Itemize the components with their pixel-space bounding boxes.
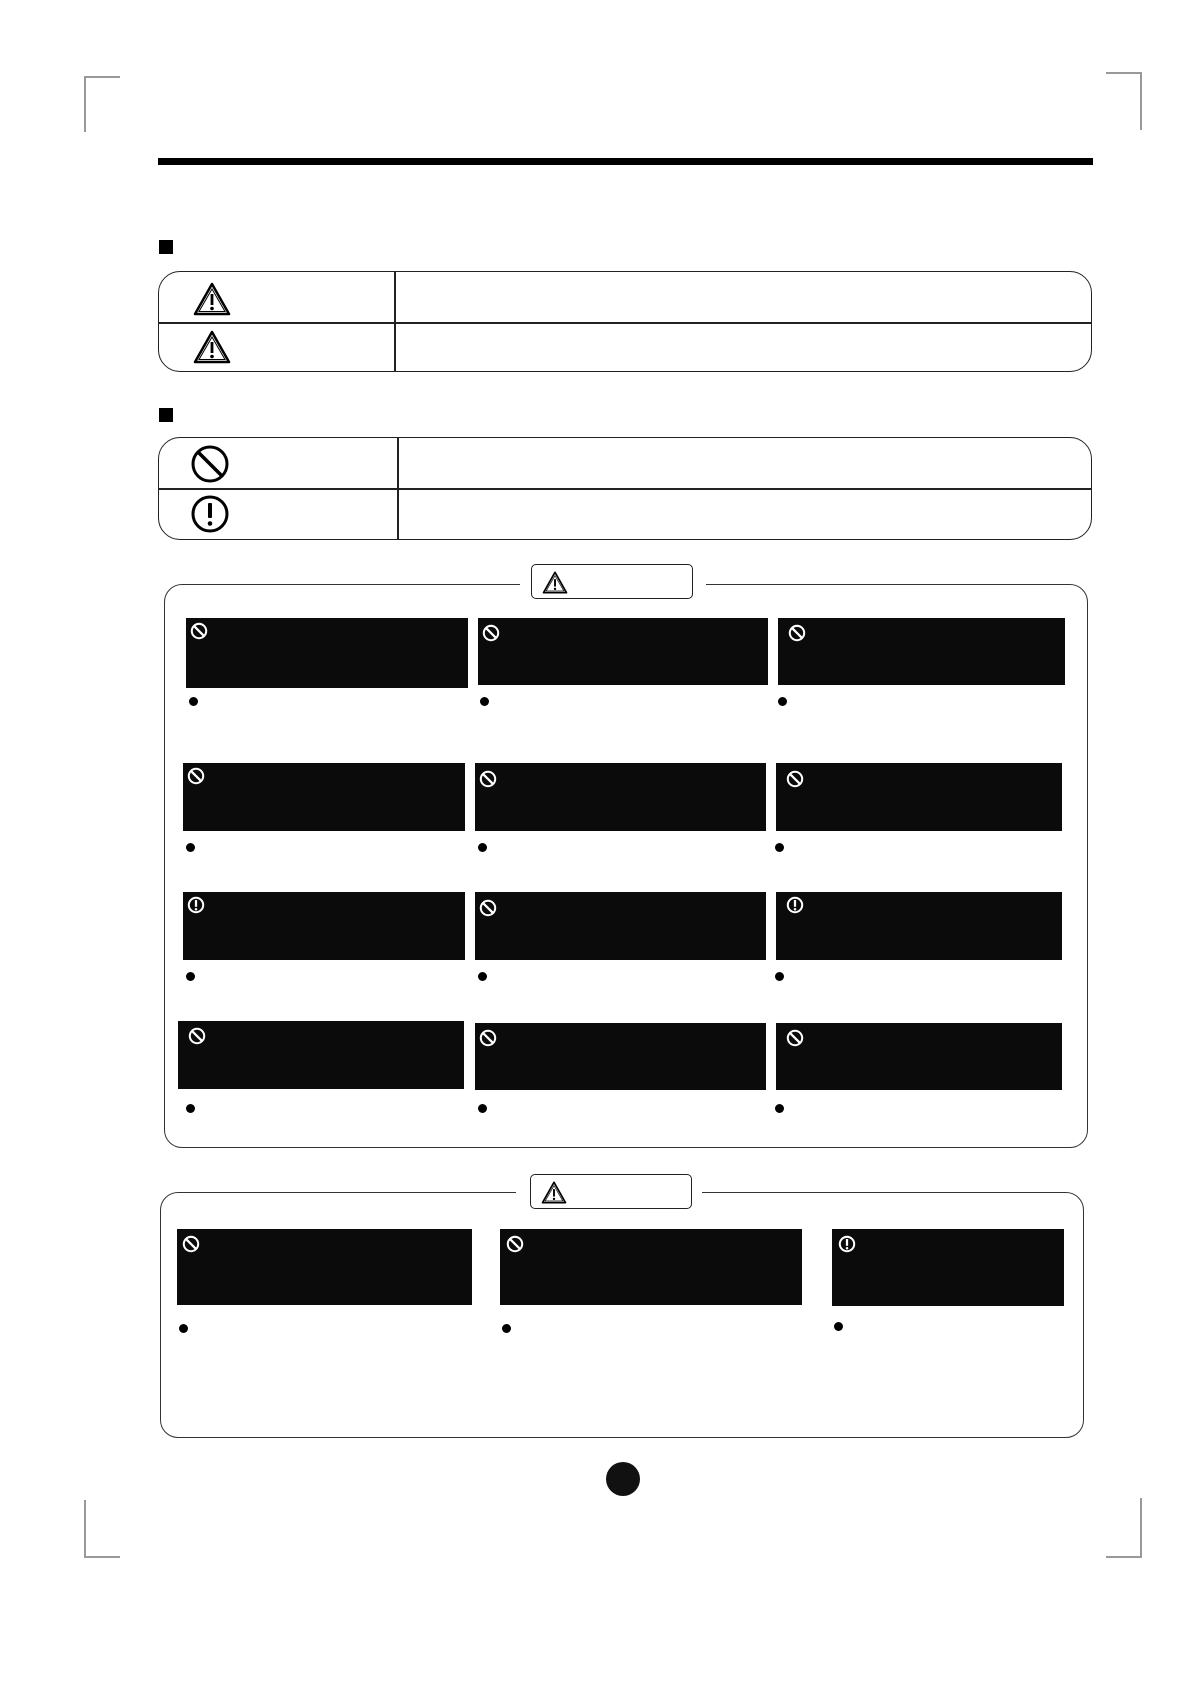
bullet-dot xyxy=(186,972,195,981)
title-rule xyxy=(158,158,1093,165)
caution-card xyxy=(832,1229,1064,1306)
section-bullet-square xyxy=(159,408,173,422)
prohibition-icon xyxy=(190,444,230,489)
crop-mark-top-right-h xyxy=(1106,72,1142,74)
bullet-dot xyxy=(186,1104,195,1113)
bullet-dot xyxy=(480,697,489,706)
crop-mark-top-left-v xyxy=(84,76,86,132)
legend-divider xyxy=(159,322,1091,324)
bullet-dot xyxy=(478,972,487,981)
crop-mark-bottom-right-v xyxy=(1140,1498,1142,1556)
warning-card xyxy=(475,892,766,960)
warning-card xyxy=(475,1023,766,1090)
bullet-dot xyxy=(778,697,787,706)
warning-tag xyxy=(531,564,693,599)
bullet-dot xyxy=(478,1104,487,1113)
warning-triangle-icon xyxy=(193,282,231,321)
bullet-dot xyxy=(775,1104,784,1113)
bullet-dot xyxy=(186,843,195,852)
crop-mark-top-left-h xyxy=(84,76,120,78)
legend-divider xyxy=(394,272,396,371)
symbol-legend xyxy=(158,437,1092,540)
prohibition-icon xyxy=(482,624,500,642)
warning-card xyxy=(178,1021,464,1089)
mandatory-exclamation-icon xyxy=(838,1235,856,1253)
crop-mark-top-right-v xyxy=(1140,72,1142,130)
warning-card xyxy=(776,763,1062,831)
bullet-dot xyxy=(775,843,784,852)
bullet-dot xyxy=(189,697,198,706)
warning-card xyxy=(183,763,465,831)
prohibition-icon xyxy=(786,770,804,788)
prohibition-icon xyxy=(479,899,497,917)
prohibition-icon xyxy=(187,767,205,785)
warning-triangle-icon xyxy=(541,1181,567,1204)
prohibition-icon xyxy=(506,1235,524,1253)
warning-card xyxy=(475,763,766,831)
section-bullet-square xyxy=(159,240,173,254)
bullet-dot xyxy=(775,972,784,981)
prohibition-icon xyxy=(786,1029,804,1047)
legend-divider xyxy=(397,438,399,539)
warning-card xyxy=(186,618,468,688)
bullet-dot xyxy=(478,843,487,852)
signal-word-legend xyxy=(158,271,1092,372)
warning-card xyxy=(183,892,465,960)
prohibition-icon xyxy=(188,1027,206,1045)
caution-tag xyxy=(530,1174,692,1209)
mandatory-exclamation-icon xyxy=(187,896,205,914)
bullet-dot xyxy=(179,1324,188,1333)
caution-card xyxy=(177,1229,472,1305)
prohibition-icon xyxy=(788,624,806,642)
warning-card xyxy=(776,1023,1062,1090)
bullet-dot xyxy=(834,1322,843,1331)
crop-mark-bottom-right-h xyxy=(1106,1556,1142,1558)
mandatory-exclamation-icon xyxy=(786,896,804,914)
caution-card xyxy=(500,1229,802,1305)
warning-card xyxy=(776,892,1062,960)
bullet-dot xyxy=(502,1324,511,1333)
prohibition-icon xyxy=(479,1029,497,1047)
crop-mark-bottom-left-h xyxy=(84,1556,120,1558)
legend-divider xyxy=(159,488,1091,490)
warning-card xyxy=(478,618,768,685)
page-number-badge xyxy=(606,1462,640,1496)
prohibition-icon xyxy=(190,622,208,640)
crop-mark-bottom-left-v xyxy=(84,1500,86,1556)
warning-triangle-icon xyxy=(542,571,568,594)
warning-triangle-icon xyxy=(193,330,231,369)
mandatory-exclamation-icon xyxy=(190,494,230,539)
prohibition-icon xyxy=(182,1235,200,1253)
warning-card xyxy=(778,618,1065,685)
prohibition-icon xyxy=(479,770,497,788)
